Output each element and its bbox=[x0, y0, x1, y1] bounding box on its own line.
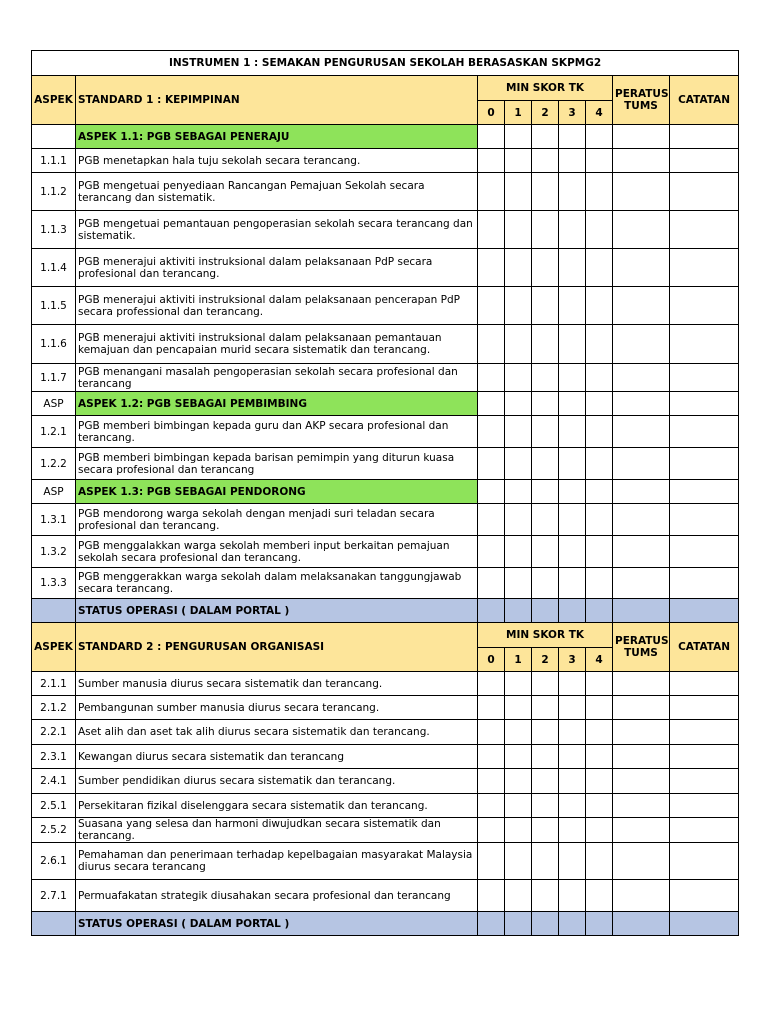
score-cell[interactable] bbox=[559, 769, 586, 794]
score-cell[interactable] bbox=[586, 125, 613, 149]
score-cell[interactable] bbox=[505, 720, 532, 745]
score-cell[interactable] bbox=[670, 880, 739, 912]
item-description: PGB menerajui aktiviti instruksional dalam pelaksanaan PdP secara profesional dan terancang. bbox=[76, 249, 478, 287]
item-row bbox=[32, 149, 739, 173]
score-cell[interactable] bbox=[670, 392, 739, 416]
score-cell[interactable] bbox=[559, 745, 586, 769]
score-cell[interactable] bbox=[670, 364, 739, 392]
min-skor-header: MIN SKOR TK bbox=[478, 76, 613, 101]
item-code: 1.3.1 bbox=[32, 504, 76, 536]
item-description: Sumber manusia diurus secara sistematik dan terancang. bbox=[76, 672, 478, 696]
score-cell[interactable] bbox=[559, 287, 586, 325]
score-cell[interactable] bbox=[478, 818, 505, 843]
status-label: STATUS OPERASI ( DALAM PORTAL ) bbox=[76, 912, 478, 936]
score-cell[interactable] bbox=[505, 745, 532, 769]
score-cell[interactable] bbox=[505, 536, 532, 568]
item-row bbox=[32, 843, 739, 880]
score-cell[interactable] bbox=[559, 211, 586, 249]
score-cell[interactable] bbox=[505, 149, 532, 173]
score-cell[interactable] bbox=[670, 536, 739, 568]
score-header-1: 1 bbox=[505, 101, 532, 125]
aspek-row bbox=[32, 392, 739, 416]
item-description: PGB mengetuai pemantauan pengoperasian sekolah secara terancang dan sistematik. bbox=[76, 211, 478, 249]
score-cell[interactable] bbox=[586, 745, 613, 769]
score-cell[interactable] bbox=[670, 448, 739, 480]
item-code: 2.2.1 bbox=[32, 720, 76, 745]
score-cell[interactable] bbox=[505, 325, 532, 364]
score-cell[interactable] bbox=[478, 125, 505, 149]
aspek-label bbox=[32, 125, 76, 149]
score-cell[interactable] bbox=[532, 325, 559, 364]
item-description: Suasana yang selesa dan harmoni diwujudkan secara sistematik dan terancang. bbox=[76, 818, 478, 843]
item-description: Aset alih dan aset tak alih diurus secara sistematik dan terancang. bbox=[76, 720, 478, 745]
item-description: Sumber pendidikan diurus secara sistematik dan terancang. bbox=[76, 769, 478, 794]
item-row bbox=[32, 696, 739, 720]
score-cell[interactable] bbox=[613, 249, 670, 287]
item-row bbox=[32, 325, 739, 364]
item-row bbox=[32, 173, 739, 211]
score-cell[interactable] bbox=[505, 696, 532, 720]
score-cell[interactable] bbox=[505, 392, 532, 416]
score-cell[interactable] bbox=[586, 325, 613, 364]
score-cell[interactable] bbox=[613, 794, 670, 818]
aspek-row bbox=[32, 480, 739, 504]
score-cell[interactable] bbox=[478, 769, 505, 794]
score-cell[interactable] bbox=[559, 880, 586, 912]
score-header-4: 4 bbox=[586, 101, 613, 125]
item-description: PGB memberi bimbingan kepada barisan pemimpin yang diturun kuasa secara profesional dan terancang bbox=[76, 448, 478, 480]
score-header-4: 4 bbox=[586, 648, 613, 672]
score-cell[interactable] bbox=[532, 287, 559, 325]
score-cell[interactable] bbox=[505, 912, 532, 936]
score-cell[interactable] bbox=[532, 173, 559, 211]
score-cell[interactable] bbox=[478, 149, 505, 173]
score-cell[interactable] bbox=[613, 392, 670, 416]
score-cell[interactable] bbox=[559, 599, 586, 623]
score-cell[interactable] bbox=[505, 769, 532, 794]
aspek-title: ASPEK 1.1: PGB SEBAGAI PENERAJU bbox=[76, 125, 478, 149]
standard-1-header-row-1 bbox=[32, 76, 739, 101]
score-cell[interactable] bbox=[478, 416, 505, 448]
item-row bbox=[32, 448, 739, 480]
score-cell[interactable] bbox=[559, 912, 586, 936]
score-cell[interactable] bbox=[613, 912, 670, 936]
score-cell[interactable] bbox=[670, 843, 739, 880]
score-cell[interactable] bbox=[532, 392, 559, 416]
item-code: 2.1.2 bbox=[32, 696, 76, 720]
status-row bbox=[32, 599, 739, 623]
score-cell[interactable] bbox=[532, 720, 559, 745]
item-code: 1.1.5 bbox=[32, 287, 76, 325]
score-cell[interactable] bbox=[505, 211, 532, 249]
score-cell[interactable] bbox=[586, 696, 613, 720]
score-cell[interactable] bbox=[478, 568, 505, 599]
score-cell[interactable] bbox=[532, 818, 559, 843]
item-code: 2.5.2 bbox=[32, 818, 76, 843]
item-row bbox=[32, 672, 739, 696]
score-cell[interactable] bbox=[670, 912, 739, 936]
item-code: 1.1.6 bbox=[32, 325, 76, 364]
score-cell[interactable] bbox=[586, 364, 613, 392]
score-cell[interactable] bbox=[505, 249, 532, 287]
score-cell[interactable] bbox=[613, 769, 670, 794]
score-cell[interactable] bbox=[532, 912, 559, 936]
score-cell[interactable] bbox=[478, 696, 505, 720]
item-row bbox=[32, 211, 739, 249]
score-cell[interactable] bbox=[613, 149, 670, 173]
score-cell[interactable] bbox=[613, 818, 670, 843]
item-code: 1.1.3 bbox=[32, 211, 76, 249]
score-cell[interactable] bbox=[532, 504, 559, 536]
score-cell[interactable] bbox=[586, 211, 613, 249]
item-description: PGB mengetuai penyediaan Rancangan Pemajuan Sekolah secara terancang dan sistematik. bbox=[76, 173, 478, 211]
score-cell[interactable] bbox=[478, 173, 505, 211]
item-row bbox=[32, 287, 739, 325]
score-cell[interactable] bbox=[559, 818, 586, 843]
score-cell[interactable] bbox=[613, 416, 670, 448]
item-description: PGB memberi bimbingan kepada guru dan AKP secara profesional dan terancang. bbox=[76, 416, 478, 448]
score-cell[interactable] bbox=[613, 599, 670, 623]
score-cell[interactable] bbox=[532, 364, 559, 392]
score-cell[interactable] bbox=[532, 568, 559, 599]
status-spacer bbox=[32, 599, 76, 623]
item-code: 2.6.1 bbox=[32, 843, 76, 880]
item-row bbox=[32, 769, 739, 794]
score-cell[interactable] bbox=[559, 794, 586, 818]
item-description: PGB menangani masalah pengoperasian sekolah secara profesional dan terancang bbox=[76, 364, 478, 392]
score-cell[interactable] bbox=[613, 325, 670, 364]
score-cell[interactable] bbox=[586, 504, 613, 536]
item-row bbox=[32, 794, 739, 818]
score-cell[interactable] bbox=[478, 672, 505, 696]
item-code: 1.2.2 bbox=[32, 448, 76, 480]
score-cell[interactable] bbox=[613, 125, 670, 149]
score-header-2: 2 bbox=[532, 101, 559, 125]
item-description: PGB menggerakkan warga sekolah dalam melaksanakan tanggungjawab secara terancang. bbox=[76, 568, 478, 599]
score-cell[interactable] bbox=[478, 504, 505, 536]
score-cell[interactable] bbox=[586, 536, 613, 568]
score-header-0: 0 bbox=[478, 101, 505, 125]
score-cell[interactable] bbox=[670, 794, 739, 818]
score-cell[interactable] bbox=[586, 769, 613, 794]
score-cell[interactable] bbox=[478, 880, 505, 912]
score-cell[interactable] bbox=[532, 843, 559, 880]
aspek-title: ASPEK 1.2: PGB SEBAGAI PEMBIMBING bbox=[76, 392, 478, 416]
score-cell[interactable] bbox=[559, 536, 586, 568]
score-cell[interactable] bbox=[478, 794, 505, 818]
aspek-header: ASPEK bbox=[32, 76, 76, 125]
item-code: 2.5.1 bbox=[32, 794, 76, 818]
score-cell[interactable] bbox=[559, 149, 586, 173]
score-cell[interactable] bbox=[559, 448, 586, 480]
score-cell[interactable] bbox=[670, 325, 739, 364]
score-cell[interactable] bbox=[478, 364, 505, 392]
score-cell[interactable] bbox=[586, 392, 613, 416]
item-row bbox=[32, 818, 739, 843]
score-cell[interactable] bbox=[505, 880, 532, 912]
instrument-title: INSTRUMEN 1 : SEMAKAN PENGURUSAN SEKOLAH BERASASKAN SKPMG2 bbox=[32, 51, 739, 76]
score-cell[interactable] bbox=[559, 125, 586, 149]
score-cell[interactable] bbox=[559, 249, 586, 287]
score-cell[interactable] bbox=[586, 149, 613, 173]
score-cell[interactable] bbox=[532, 480, 559, 504]
score-cell[interactable] bbox=[505, 364, 532, 392]
status-row bbox=[32, 912, 739, 936]
catatan-header: CATATAN bbox=[670, 76, 739, 125]
score-cell[interactable] bbox=[532, 794, 559, 818]
score-cell[interactable] bbox=[505, 568, 532, 599]
score-cell[interactable] bbox=[586, 843, 613, 880]
score-cell[interactable] bbox=[478, 211, 505, 249]
score-cell[interactable] bbox=[478, 480, 505, 504]
item-row bbox=[32, 568, 739, 599]
score-cell[interactable] bbox=[586, 794, 613, 818]
score-cell[interactable] bbox=[670, 720, 739, 745]
aspek-label: ASP bbox=[32, 480, 76, 504]
score-cell[interactable] bbox=[670, 568, 739, 599]
score-cell[interactable] bbox=[670, 769, 739, 794]
score-cell[interactable] bbox=[670, 599, 739, 623]
score-cell[interactable] bbox=[505, 480, 532, 504]
score-cell[interactable] bbox=[559, 696, 586, 720]
item-description: Pembangunan sumber manusia diurus secara terancang. bbox=[76, 696, 478, 720]
score-cell[interactable] bbox=[532, 211, 559, 249]
score-cell[interactable] bbox=[559, 504, 586, 536]
score-cell[interactable] bbox=[532, 769, 559, 794]
score-cell[interactable] bbox=[478, 720, 505, 745]
item-row bbox=[32, 364, 739, 392]
score-cell[interactable] bbox=[586, 287, 613, 325]
score-cell[interactable] bbox=[613, 696, 670, 720]
score-cell[interactable] bbox=[532, 536, 559, 568]
score-cell[interactable] bbox=[478, 745, 505, 769]
score-cell[interactable] bbox=[505, 818, 532, 843]
score-cell[interactable] bbox=[586, 912, 613, 936]
score-cell[interactable] bbox=[670, 211, 739, 249]
score-cell[interactable] bbox=[559, 364, 586, 392]
score-header-3: 3 bbox=[559, 648, 586, 672]
score-cell[interactable] bbox=[613, 536, 670, 568]
score-cell[interactable] bbox=[586, 568, 613, 599]
score-cell[interactable] bbox=[532, 599, 559, 623]
item-row bbox=[32, 720, 739, 745]
item-code: 1.2.1 bbox=[32, 416, 76, 448]
score-header-0: 0 bbox=[478, 648, 505, 672]
item-code: 2.1.1 bbox=[32, 672, 76, 696]
score-cell[interactable] bbox=[505, 599, 532, 623]
item-row bbox=[32, 504, 739, 536]
score-cell[interactable] bbox=[478, 912, 505, 936]
item-description: PGB menetapkan hala tuju sekolah secara terancang. bbox=[76, 149, 478, 173]
score-cell[interactable] bbox=[478, 448, 505, 480]
score-cell[interactable] bbox=[559, 720, 586, 745]
item-code: 1.1.7 bbox=[32, 364, 76, 392]
score-cell[interactable] bbox=[505, 448, 532, 480]
score-cell[interactable] bbox=[586, 599, 613, 623]
status-spacer bbox=[32, 912, 76, 936]
score-cell[interactable] bbox=[532, 249, 559, 287]
item-code: 1.3.3 bbox=[32, 568, 76, 599]
score-cell[interactable] bbox=[559, 672, 586, 696]
standard-1-title: STANDARD 1 : KEPIMPINAN bbox=[76, 76, 478, 125]
item-description: Pemahaman dan penerimaan terhadap kepelbagaian masyarakat Malaysia diurus secara terancang bbox=[76, 843, 478, 880]
score-cell[interactable] bbox=[670, 149, 739, 173]
title-row bbox=[32, 51, 739, 76]
score-cell[interactable] bbox=[613, 211, 670, 249]
skpmg2-instrument-table bbox=[31, 50, 739, 936]
score-cell[interactable] bbox=[505, 416, 532, 448]
score-cell[interactable] bbox=[478, 325, 505, 364]
standard-2-header-row-1 bbox=[32, 623, 739, 648]
score-cell[interactable] bbox=[613, 720, 670, 745]
table-body bbox=[32, 51, 739, 936]
item-code: 1.1.1 bbox=[32, 149, 76, 173]
item-code: 1.1.2 bbox=[32, 173, 76, 211]
score-cell[interactable] bbox=[613, 880, 670, 912]
aspek-title: ASPEK 1.3: PGB SEBAGAI PENDORONG bbox=[76, 480, 478, 504]
aspek-header: ASPEK bbox=[32, 623, 76, 672]
score-cell[interactable] bbox=[586, 448, 613, 480]
item-code: 2.7.1 bbox=[32, 880, 76, 912]
score-cell[interactable] bbox=[586, 173, 613, 211]
item-row bbox=[32, 249, 739, 287]
score-cell[interactable] bbox=[586, 416, 613, 448]
score-cell[interactable] bbox=[670, 745, 739, 769]
score-cell[interactable] bbox=[532, 696, 559, 720]
score-cell[interactable] bbox=[670, 416, 739, 448]
score-cell[interactable] bbox=[559, 416, 586, 448]
score-cell[interactable] bbox=[670, 125, 739, 149]
score-cell[interactable] bbox=[613, 672, 670, 696]
score-cell[interactable] bbox=[559, 392, 586, 416]
score-cell[interactable] bbox=[505, 173, 532, 211]
score-cell[interactable] bbox=[505, 672, 532, 696]
score-cell[interactable] bbox=[613, 504, 670, 536]
status-label: STATUS OPERASI ( DALAM PORTAL ) bbox=[76, 599, 478, 623]
score-cell[interactable] bbox=[613, 745, 670, 769]
aspek-row bbox=[32, 125, 739, 149]
score-cell[interactable] bbox=[670, 672, 739, 696]
score-cell[interactable] bbox=[478, 249, 505, 287]
score-cell[interactable] bbox=[532, 745, 559, 769]
min-skor-header: MIN SKOR TK bbox=[478, 623, 613, 648]
score-cell[interactable] bbox=[505, 287, 532, 325]
score-cell[interactable] bbox=[532, 149, 559, 173]
score-cell[interactable] bbox=[586, 249, 613, 287]
score-cell[interactable] bbox=[532, 880, 559, 912]
score-cell[interactable] bbox=[670, 480, 739, 504]
score-cell[interactable] bbox=[532, 672, 559, 696]
score-cell[interactable] bbox=[586, 480, 613, 504]
score-cell[interactable] bbox=[670, 696, 739, 720]
item-description: PGB mendorong warga sekolah dengan menjadi suri teladan secara profesional dan terancang. bbox=[76, 504, 478, 536]
score-cell[interactable] bbox=[670, 818, 739, 843]
score-cell[interactable] bbox=[613, 843, 670, 880]
score-cell[interactable] bbox=[613, 173, 670, 211]
score-cell[interactable] bbox=[559, 325, 586, 364]
score-cell[interactable] bbox=[478, 843, 505, 880]
score-cell[interactable] bbox=[478, 287, 505, 325]
score-cell[interactable] bbox=[613, 448, 670, 480]
score-cell[interactable] bbox=[559, 480, 586, 504]
item-code: 2.4.1 bbox=[32, 769, 76, 794]
standard-2-title: STANDARD 2 : PENGURUSAN ORGANISASI bbox=[76, 623, 478, 672]
item-row bbox=[32, 880, 739, 912]
score-cell[interactable] bbox=[478, 536, 505, 568]
score-cell[interactable] bbox=[559, 568, 586, 599]
score-cell[interactable] bbox=[532, 125, 559, 149]
score-cell[interactable] bbox=[586, 720, 613, 745]
score-cell[interactable] bbox=[613, 287, 670, 325]
score-cell[interactable] bbox=[613, 480, 670, 504]
score-cell[interactable] bbox=[532, 448, 559, 480]
score-cell[interactable] bbox=[559, 173, 586, 211]
score-cell[interactable] bbox=[505, 843, 532, 880]
catatan-header: CATATAN bbox=[670, 623, 739, 672]
score-cell[interactable] bbox=[505, 125, 532, 149]
peratus-header: PERATUS TUMS bbox=[613, 76, 670, 125]
score-cell[interactable] bbox=[559, 843, 586, 880]
score-cell[interactable] bbox=[670, 173, 739, 211]
score-cell[interactable] bbox=[613, 364, 670, 392]
score-cell[interactable] bbox=[613, 568, 670, 599]
item-description: Persekitaran fizikal diselenggara secara sistematik dan terancang. bbox=[76, 794, 478, 818]
item-description: Kewangan diurus secara sistematik dan terancang bbox=[76, 745, 478, 769]
score-cell[interactable] bbox=[532, 416, 559, 448]
aspek-label: ASP bbox=[32, 392, 76, 416]
item-description: Permuafakatan strategik diusahakan secara profesional dan terancang bbox=[76, 880, 478, 912]
score-cell[interactable] bbox=[670, 249, 739, 287]
score-cell[interactable] bbox=[505, 794, 532, 818]
score-cell[interactable] bbox=[586, 818, 613, 843]
score-cell[interactable] bbox=[478, 392, 505, 416]
score-cell[interactable] bbox=[670, 287, 739, 325]
item-row bbox=[32, 536, 739, 568]
score-cell[interactable] bbox=[478, 599, 505, 623]
score-cell[interactable] bbox=[505, 504, 532, 536]
item-description: PGB menerajui aktiviti instruksional dalam pelaksanaan pemantauan kemajuan dan pencapaian murid secara sistematik dan terancang. bbox=[76, 325, 478, 364]
item-code: 2.3.1 bbox=[32, 745, 76, 769]
score-cell[interactable] bbox=[670, 504, 739, 536]
score-cell[interactable] bbox=[586, 880, 613, 912]
peratus-header: PERATUS TUMS bbox=[613, 623, 670, 672]
score-cell[interactable] bbox=[586, 672, 613, 696]
item-description: PGB menggalakkan warga sekolah memberi input berkaitan pemajuan sekolah secara profesional dan terancang. bbox=[76, 536, 478, 568]
score-header-2: 2 bbox=[532, 648, 559, 672]
item-code: 1.3.2 bbox=[32, 536, 76, 568]
item-row bbox=[32, 416, 739, 448]
score-header-1: 1 bbox=[505, 648, 532, 672]
item-description: PGB menerajui aktiviti instruksional dalam pelaksanaan pencerapan PdP secara professional dan terancang. bbox=[76, 287, 478, 325]
item-row bbox=[32, 745, 739, 769]
score-header-3: 3 bbox=[559, 101, 586, 125]
item-code: 1.1.4 bbox=[32, 249, 76, 287]
